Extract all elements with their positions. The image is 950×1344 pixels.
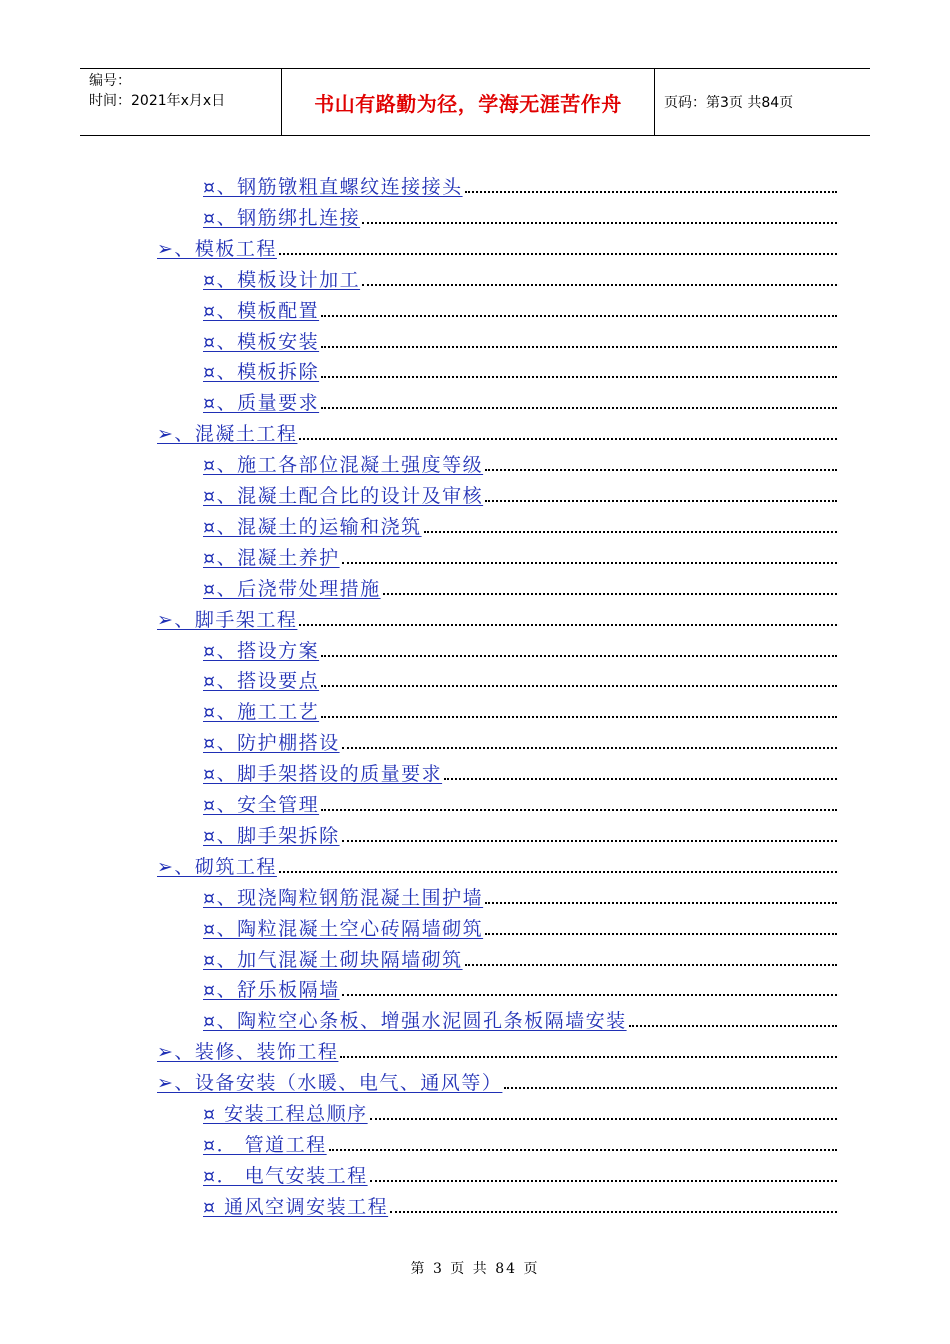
toc-entry[interactable] xyxy=(203,479,837,509)
toc-entry[interactable] xyxy=(203,572,837,602)
toc-dot-leader xyxy=(383,592,837,595)
footer-page-number: 第 3 页 共 84 页 xyxy=(410,1261,540,1277)
header-page-label: 页码：第3页 共84页 xyxy=(664,95,794,111)
toc-entry-link[interactable]: ¤． 电气安装工程 xyxy=(203,1164,368,1187)
toc-entry-link[interactable]: ¤、模板安装 xyxy=(203,330,320,353)
toc-dot-leader xyxy=(424,530,837,533)
toc-dot-leader xyxy=(321,808,837,811)
toc-dot-leader xyxy=(342,746,837,749)
toc-dot-leader xyxy=(390,1210,837,1213)
toc-entry-link[interactable]: ¤、施工工艺 xyxy=(203,701,320,724)
toc-entry[interactable] xyxy=(203,355,837,385)
toc-entry[interactable] xyxy=(203,1190,837,1220)
toc-entry-link[interactable]: ➢、混凝土工程 xyxy=(157,423,298,446)
toc-dot-leader xyxy=(362,221,837,224)
toc-entry-link[interactable]: ¤、防护棚搭设 xyxy=(203,732,340,755)
toc-entry-link[interactable]: ¤、陶粒空心条板、增强水泥圆孔条板隔墙安装 xyxy=(203,1010,627,1033)
toc-entry[interactable] xyxy=(203,294,837,324)
toc-entry[interactable] xyxy=(203,263,837,293)
toc-dot-leader xyxy=(342,839,837,842)
toc-dot-leader xyxy=(370,1117,837,1120)
toc-entry[interactable] xyxy=(157,232,837,262)
toc-dot-leader xyxy=(299,437,837,440)
toc-entry-link[interactable]: ¤、钢筋镦粗直螺纹连接接头 xyxy=(203,176,463,198)
toc-entry[interactable] xyxy=(203,973,837,1003)
header-meta xyxy=(80,69,282,135)
toc-dot-leader xyxy=(465,190,837,193)
toc-entry[interactable] xyxy=(203,448,837,478)
toc-entry-link[interactable]: ¤、混凝土养护 xyxy=(203,546,340,569)
toc-entry-link[interactable]: ¤、模板配置 xyxy=(203,299,320,322)
toc-dot-leader xyxy=(362,283,837,286)
toc-entry-link[interactable]: ¤、安全管理 xyxy=(203,794,320,816)
toc-entry[interactable] xyxy=(157,603,837,633)
toc-dot-leader xyxy=(321,406,837,409)
toc-dot-leader xyxy=(340,1055,837,1058)
toc-entry[interactable] xyxy=(203,325,837,355)
toc-entry-link[interactable]: ➢、装修、装饰工程 xyxy=(157,1041,339,1064)
toc-entry[interactable] xyxy=(157,417,837,447)
toc-entry-link[interactable]: ¤、质量要求 xyxy=(203,392,320,415)
toc-entry[interactable] xyxy=(203,912,837,942)
header-motto: 书山有路勤为径，学海无涯苦作舟 xyxy=(314,91,622,116)
toc-entry-link[interactable]: ➢、砌筑工程 xyxy=(157,855,277,878)
toc-entry[interactable] xyxy=(203,881,837,911)
toc-entry[interactable] xyxy=(203,1128,837,1158)
toc-entry-link[interactable]: ¤、混凝土配合比的设计及审核 xyxy=(203,485,484,507)
toc-dot-leader xyxy=(279,870,837,873)
toc-entry-link[interactable]: ➢、设备安装（水暖、电气、通风等） xyxy=(157,1072,503,1095)
page-header xyxy=(80,68,870,136)
toc-entry[interactable] xyxy=(203,664,837,694)
toc-entry[interactable] xyxy=(203,541,837,571)
toc-entry[interactable] xyxy=(203,695,837,725)
toc-entry[interactable] xyxy=(203,1004,837,1034)
toc-entry-link[interactable]: ¤、舒乐板隔墙 xyxy=(203,979,340,1002)
toc-dot-leader xyxy=(444,777,837,780)
toc-entry-link[interactable]: ¤、脚手架拆除 xyxy=(203,824,340,847)
toc-dot-leader xyxy=(370,1179,837,1182)
toc-entry[interactable] xyxy=(203,634,837,664)
toc-entry[interactable] xyxy=(203,510,837,540)
toc-dot-leader xyxy=(279,252,837,255)
toc-entry-link[interactable]: ¤． 管道工程 xyxy=(203,1133,327,1156)
toc-dot-leader xyxy=(329,1148,837,1151)
toc-entry[interactable] xyxy=(203,386,837,416)
toc-entry-link[interactable]: ¤、陶粒混凝土空心砖隔墙砌筑 xyxy=(203,917,484,940)
toc-entry-link[interactable]: ¤、搭设方案 xyxy=(203,639,320,662)
toc-entry[interactable] xyxy=(203,819,837,849)
toc-dot-leader xyxy=(342,561,837,564)
toc-entry[interactable] xyxy=(203,757,837,787)
toc-entry-link[interactable]: ¤、钢筋绑扎连接 xyxy=(203,206,361,229)
toc-entry[interactable] xyxy=(203,1159,837,1189)
toc-entry-link[interactable]: ¤、脚手架搭设的质量要求 xyxy=(203,763,443,786)
toc-entry[interactable] xyxy=(203,788,837,818)
toc-entry-link[interactable]: ¤、搭设要点 xyxy=(203,670,320,693)
toc-entry-link[interactable]: ➢、脚手架工程 xyxy=(157,608,298,631)
toc-dot-leader xyxy=(504,1086,837,1089)
toc-entry[interactable] xyxy=(203,170,837,200)
toc-dot-leader xyxy=(465,963,837,966)
toc-entry-link[interactable]: ¤ 通风空调安装工程 xyxy=(203,1195,389,1218)
toc-dot-leader xyxy=(485,499,837,502)
toc-dot-leader xyxy=(485,901,837,904)
header-page-cell xyxy=(655,69,870,135)
document-number-label: 编号： xyxy=(89,73,131,89)
toc-entry-link[interactable]: ¤、后浇带处理措施 xyxy=(203,577,381,600)
toc-entry-link[interactable]: ¤、现浇陶粒钢筋混凝土围护墙 xyxy=(203,886,484,909)
toc-dot-leader xyxy=(342,993,837,996)
document-time-label: 时间：2021年x月x日 xyxy=(89,93,226,109)
toc-dot-leader xyxy=(321,654,837,657)
toc-entry-link[interactable]: ¤、加气混凝土砌块隔墙砌筑 xyxy=(203,948,463,971)
toc-dot-leader xyxy=(321,684,837,687)
toc-entry[interactable] xyxy=(157,850,837,880)
toc-entry-link[interactable]: ¤ 安装工程总顺序 xyxy=(203,1103,368,1125)
header-motto-cell xyxy=(282,69,655,135)
toc-entry[interactable] xyxy=(203,726,837,756)
toc-entry[interactable] xyxy=(157,1066,837,1096)
toc-dot-leader xyxy=(321,345,837,348)
toc-dot-leader xyxy=(629,1024,837,1027)
toc-entry-link[interactable]: ¤、施工各部位混凝土强度等级 xyxy=(203,454,484,477)
toc-dot-leader xyxy=(485,932,837,935)
toc-entry-link[interactable]: ¤、模板拆除 xyxy=(203,361,320,384)
toc-entry[interactable] xyxy=(203,1097,837,1127)
toc-dot-leader xyxy=(321,375,837,378)
toc-dot-leader xyxy=(299,623,837,626)
toc-dot-leader xyxy=(321,314,837,317)
toc-entry[interactable] xyxy=(157,1035,837,1065)
toc-entry-link[interactable]: ¤、模板设计加工 xyxy=(203,268,361,291)
toc-entry-link[interactable]: ¤、混凝土的运输和浇筑 xyxy=(203,515,422,538)
toc-dot-leader xyxy=(321,715,837,718)
toc-dot-leader xyxy=(485,468,837,471)
toc-entry-link[interactable]: ➢、模板工程 xyxy=(157,237,277,260)
toc-entry[interactable] xyxy=(203,201,837,231)
page-footer xyxy=(0,1258,950,1278)
toc-entry[interactable] xyxy=(203,943,837,973)
